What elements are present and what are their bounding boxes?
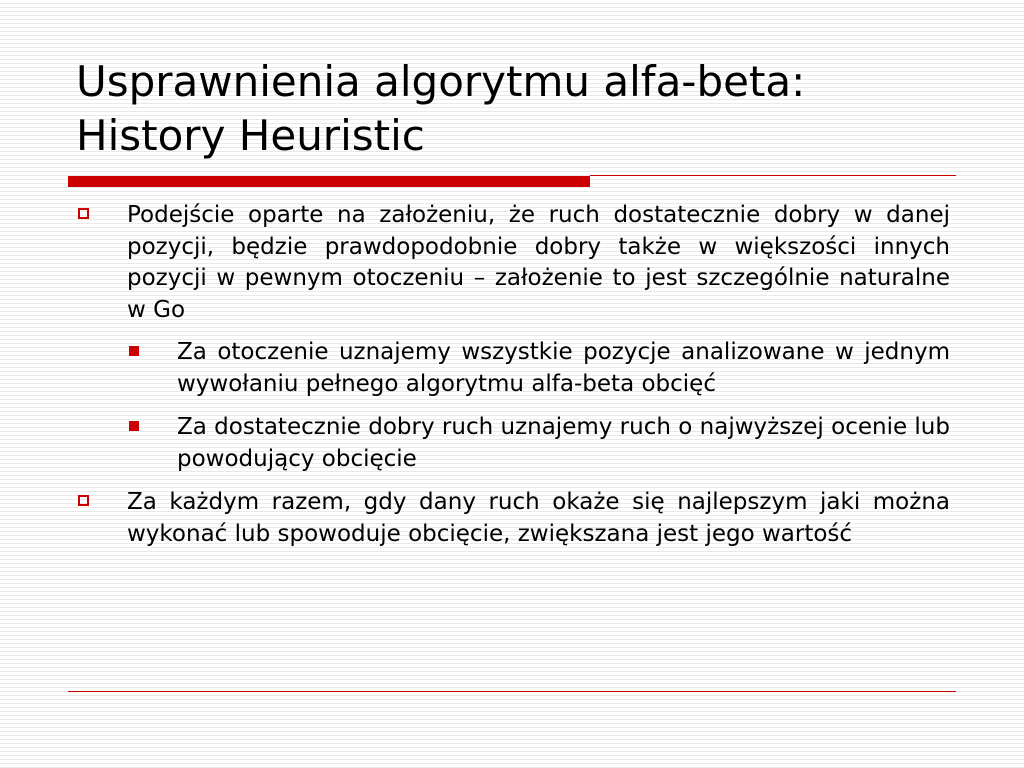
bullet-text-1: Podejście oparte na założeniu, że ruch dostatecznie dobry w danej pozycji, będzie prawdopodobnie dobry także w większości innych pozycji w pewnym otoczeniu – założenie to jest szczególnie naturalne w Go <box>127 202 950 323</box>
title-underline-thick <box>68 176 590 187</box>
sub-bullet-text-1: Za otoczenie uznajemy wszystkie pozycje analizowane w jednym wywołaniu pełnego algorytmu alfa-beta obcięć <box>177 339 950 397</box>
slide-title-line-1: Usprawnienia algorytmu alfa-beta: <box>76 57 806 106</box>
bullet-item-2 <box>76 487 950 550</box>
slide-title <box>76 55 956 163</box>
sub-bullet-item-2 <box>127 412 950 475</box>
title-underline-thin <box>590 175 956 176</box>
slide-content <box>76 200 950 561</box>
hollow-square-icon <box>78 208 89 219</box>
footer-divider <box>68 691 956 692</box>
slide-title-line-2: History Heuristic <box>76 111 425 160</box>
bullet-text-2: Za każdym razem, gdy dany ruch okaże się najlepszym jaki można wykonać lub spowoduje obcięcie, zwiększana jest jego wartość <box>127 489 950 547</box>
filled-square-icon <box>129 346 139 356</box>
hollow-square-icon <box>78 495 89 506</box>
sub-bullet-item-1 <box>127 337 950 400</box>
filled-square-icon <box>129 421 139 431</box>
sub-bullet-text-2: Za dostatecznie dobry ruch uznajemy ruch o najwyższej ocenie lub powodujący obcięcie <box>177 414 950 472</box>
bullet-item-1 <box>76 200 950 326</box>
